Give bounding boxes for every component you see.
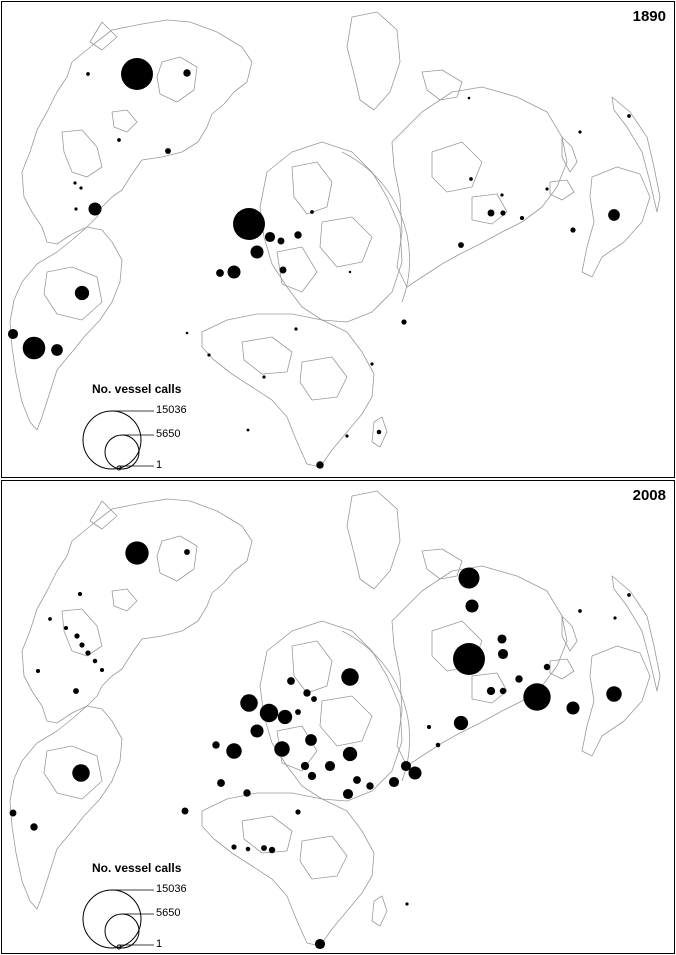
port-bubble (226, 743, 241, 758)
port-bubble (182, 808, 189, 815)
greenland-outline (347, 12, 400, 110)
port-bubble (207, 353, 210, 356)
port-bubble (627, 114, 631, 118)
port-bubble (100, 668, 104, 672)
port-bubble (295, 709, 301, 715)
port-bubble (74, 633, 79, 638)
port-bubble (341, 668, 359, 686)
port-bubble (85, 650, 90, 655)
legend-min-value: 1 (156, 459, 163, 471)
port-bubble (305, 734, 317, 746)
port-bubble (325, 761, 335, 771)
port-bubble (613, 616, 616, 619)
port-bubble (468, 97, 471, 100)
port-bubble (186, 332, 189, 335)
port-bubble (408, 766, 421, 779)
port-bubble (487, 687, 495, 695)
port-bubble (23, 337, 46, 360)
port-bubble (233, 208, 265, 240)
port-bubble (269, 847, 275, 853)
vessel-calls-legend (82, 861, 242, 951)
port-bubble (453, 643, 485, 675)
port-bubble (280, 267, 287, 274)
port-bubble (265, 232, 275, 242)
port-bubble (500, 688, 506, 694)
port-bubble (544, 664, 550, 670)
port-bubble (86, 72, 90, 76)
port-bubble (74, 207, 77, 210)
port-bubble (545, 187, 548, 190)
port-bubble (315, 939, 325, 949)
port-bubble (343, 747, 357, 761)
port-bubble (343, 789, 353, 799)
port-bubble (184, 549, 190, 555)
port-bubble (121, 58, 153, 90)
port-bubble (488, 210, 495, 217)
port-bubble (427, 725, 431, 729)
vessel-calls-legend (82, 382, 242, 472)
port-bubble (465, 599, 478, 612)
port-bubble (125, 541, 148, 564)
port-bubble (64, 626, 68, 630)
port-bubble (51, 344, 63, 356)
port-bubble (227, 265, 240, 278)
port-bubble (250, 724, 263, 737)
port-bubble (36, 669, 40, 673)
port-bubble (216, 269, 224, 277)
port-bubble (316, 461, 323, 468)
port-bubble (287, 677, 295, 685)
port-bubble (240, 694, 258, 712)
port-bubble (78, 592, 82, 596)
greenland-outline (347, 491, 400, 589)
port-bubble (401, 319, 406, 324)
port-bubble (72, 764, 90, 782)
port-bubble (436, 743, 441, 748)
port-bubble (278, 710, 292, 724)
port-bubble (10, 810, 17, 817)
port-bubble (278, 238, 285, 245)
port-bubble (294, 327, 297, 330)
port-bubble (75, 286, 89, 300)
port-bubble (578, 609, 582, 613)
port-bubble (88, 202, 101, 215)
europe-outline (260, 142, 402, 322)
asia-outline (392, 87, 567, 287)
port-bubble (73, 688, 79, 694)
port-bubble (349, 271, 351, 273)
port-bubble (498, 649, 508, 659)
legend-title: No. vessel calls (92, 861, 182, 875)
map-panel-2008 (1, 480, 675, 954)
port-bubble (73, 181, 76, 184)
port-bubble (405, 902, 408, 905)
port-bubble (523, 683, 550, 710)
port-bubble (566, 701, 579, 714)
port-bubble (262, 375, 265, 378)
port-bubble (578, 130, 581, 133)
port-bubble (93, 659, 98, 664)
port-bubble (469, 177, 473, 181)
port-bubble (183, 69, 190, 76)
port-bubble (570, 227, 575, 232)
legend-mid-value: 5650 (156, 428, 181, 440)
port-bubble (389, 777, 399, 787)
port-bubble (217, 779, 225, 787)
map-panel-1890 (1, 1, 675, 478)
port-bubble (247, 429, 250, 432)
port-bubble (310, 210, 314, 214)
port-bubble (231, 844, 236, 849)
port-bubble (520, 216, 524, 220)
port-bubble (294, 231, 301, 238)
port-bubble (454, 716, 468, 730)
legend-min-value: 1 (156, 938, 163, 950)
port-bubble (608, 209, 620, 221)
port-bubble (212, 741, 219, 748)
north-america-outline (22, 20, 252, 244)
port-bubble (497, 634, 506, 643)
port-bubble (8, 329, 18, 339)
port-bubble (308, 772, 316, 780)
legend-max-value: 15036 (156, 404, 187, 416)
port-bubble (377, 430, 382, 435)
port-bubble (261, 845, 267, 851)
port-bubble (353, 776, 361, 784)
port-bubble (48, 617, 52, 621)
port-bubble (345, 434, 348, 437)
port-bubble (627, 593, 631, 597)
port-bubble (165, 148, 171, 154)
port-bubble (370, 362, 373, 365)
port-bubble (117, 138, 121, 142)
legend-mid-value: 5650 (156, 907, 181, 919)
port-bubble (250, 245, 263, 258)
port-bubble (260, 704, 278, 722)
port-bubble (458, 567, 479, 588)
port-bubble (515, 675, 522, 682)
year-label: 1890 (632, 8, 666, 25)
port-bubble (606, 686, 621, 701)
port-bubble (79, 642, 84, 647)
port-bubble (30, 823, 37, 830)
port-bubble (301, 762, 309, 770)
port-bubble (274, 741, 289, 756)
port-bubble (366, 782, 373, 789)
port-bubble (295, 809, 300, 814)
port-bubble (303, 689, 310, 696)
port-bubble (311, 696, 317, 702)
legend-title: No. vessel calls (92, 382, 182, 396)
port-bubble (79, 186, 82, 189)
port-bubble (246, 847, 251, 852)
port-bubble (500, 210, 505, 215)
port-bubble (458, 242, 464, 248)
australia-outline (582, 167, 650, 277)
port-bubble (500, 193, 503, 196)
north-america-outline (22, 499, 252, 723)
port-bubble (243, 789, 250, 796)
year-label: 2008 (632, 487, 666, 504)
legend-max-value: 15036 (156, 883, 187, 895)
